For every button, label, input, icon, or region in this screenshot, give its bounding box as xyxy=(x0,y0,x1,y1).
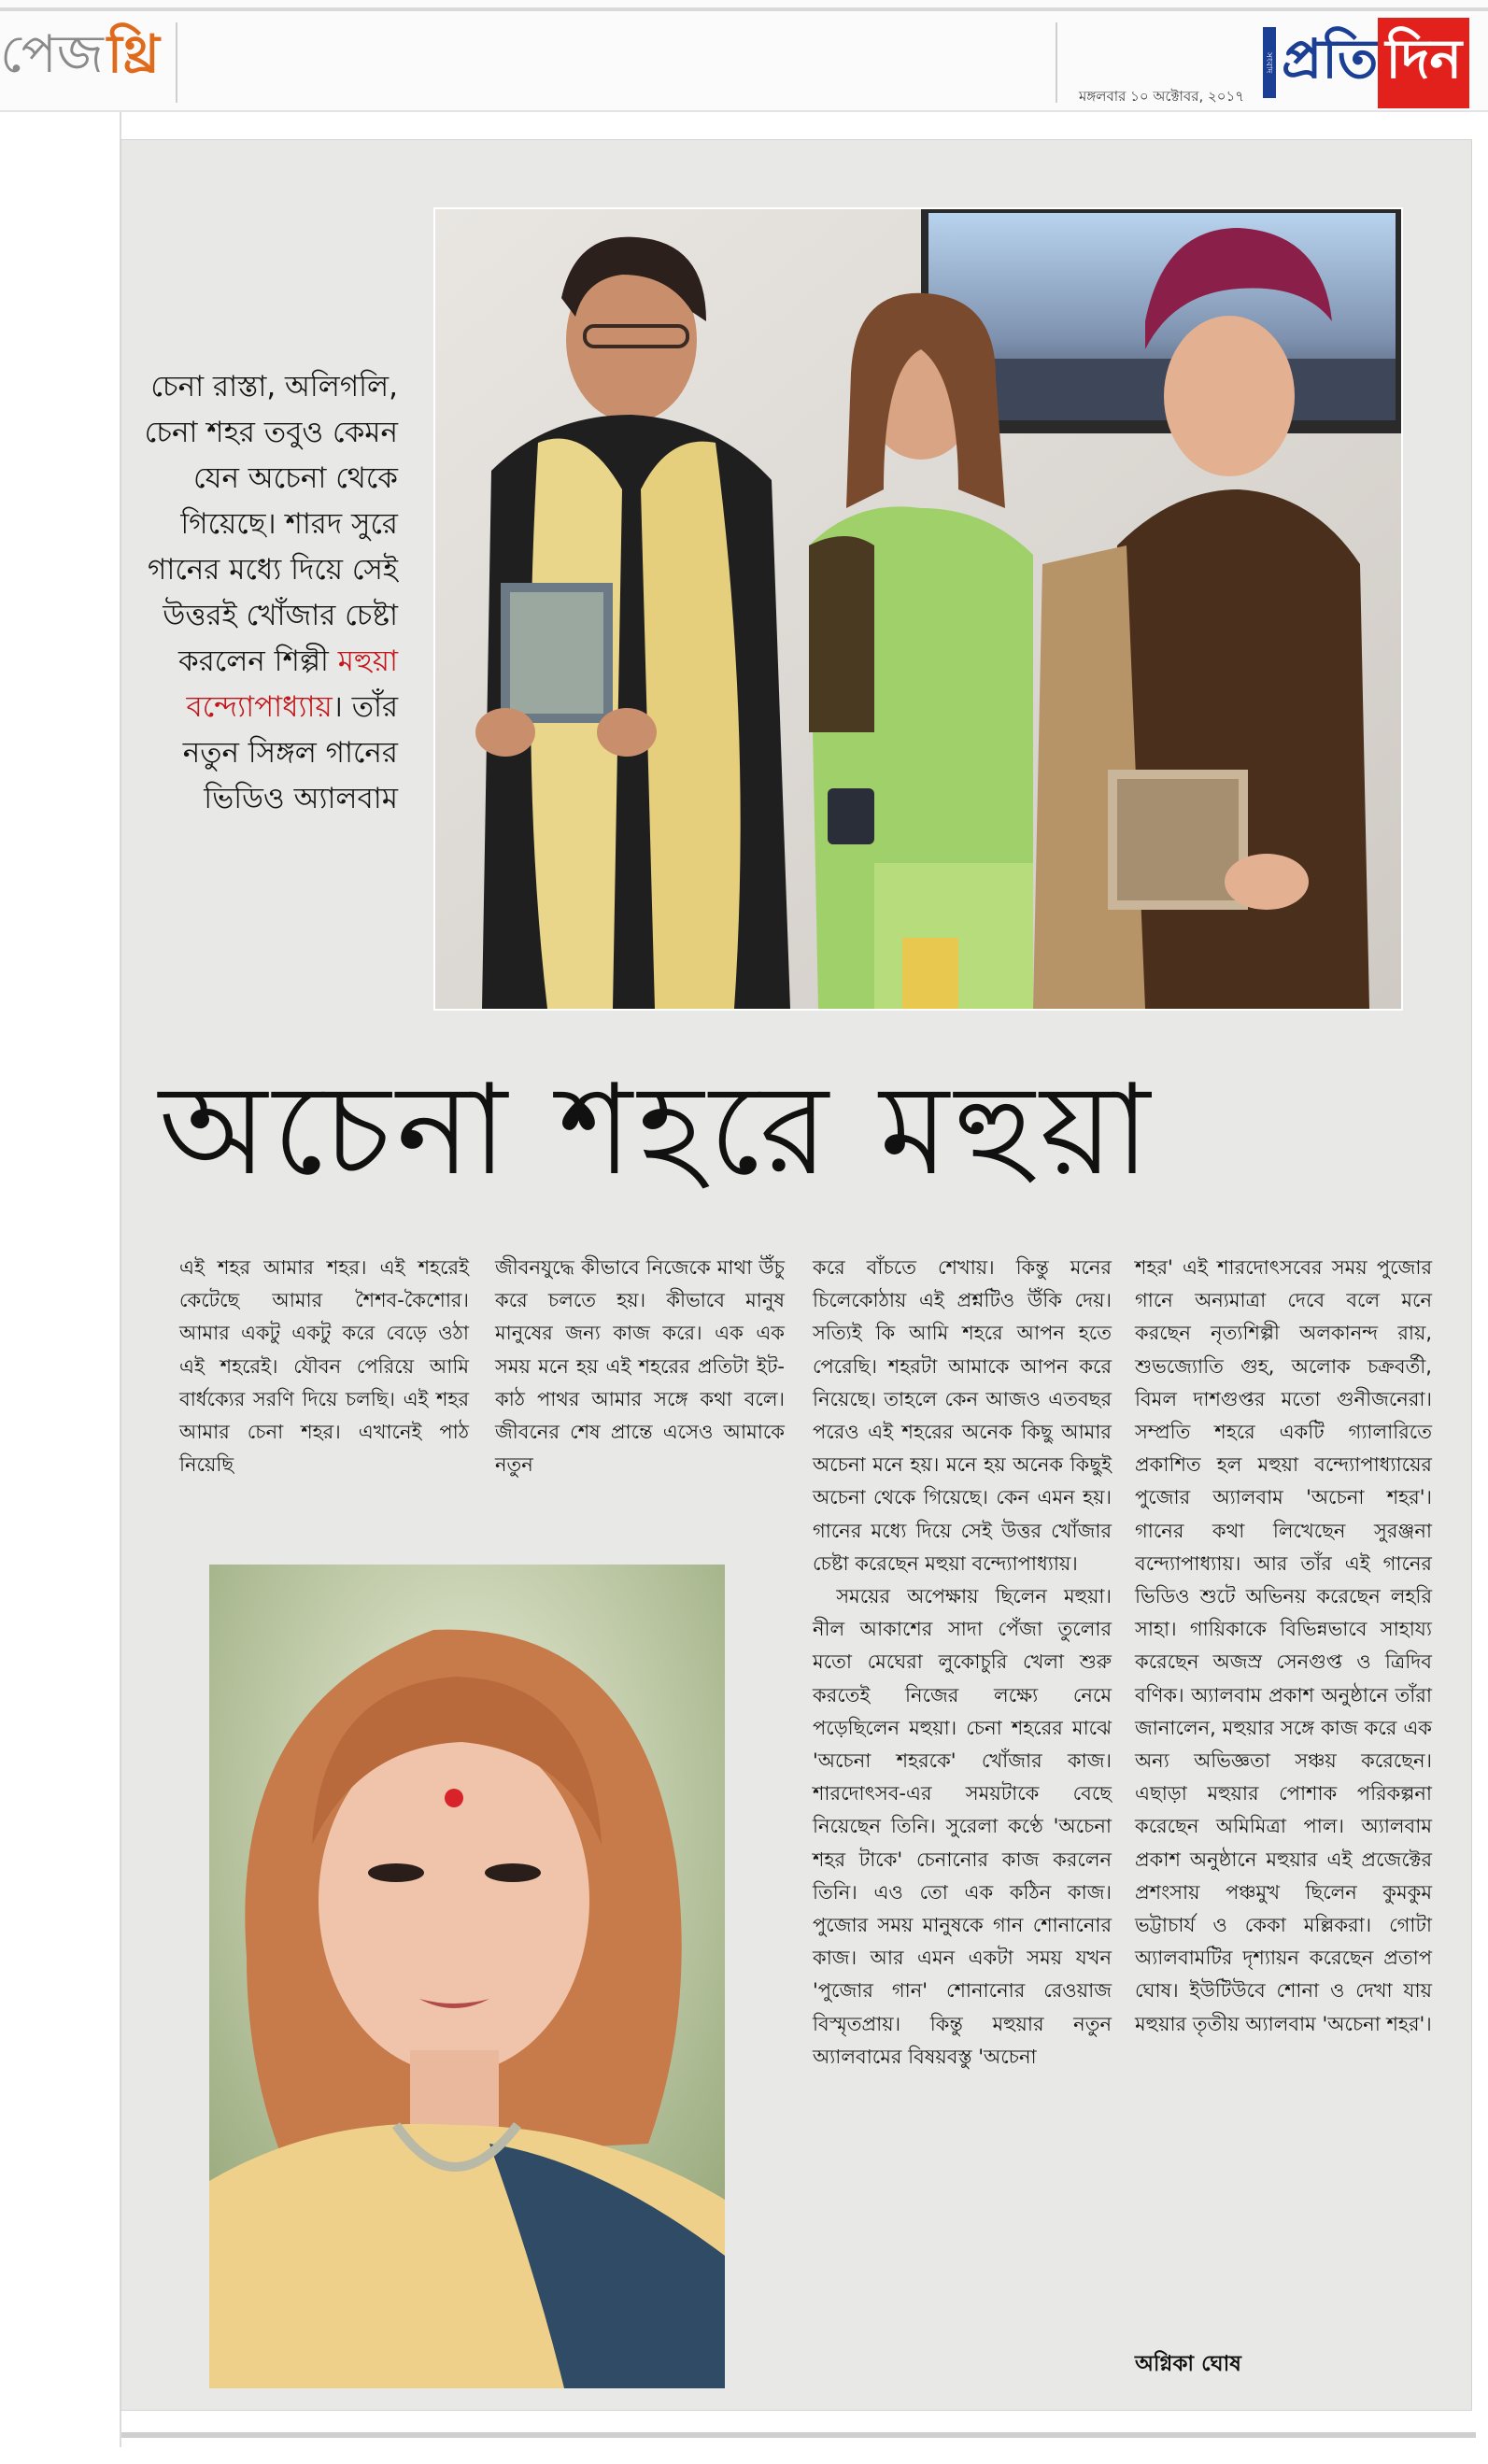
intro-text-tail: । তাঁর নতুন সিঙ্গল গানের ভিডিও অ্যালবাম xyxy=(182,690,398,815)
article-paragraph: সময়ের অপেক্ষায় ছিলেন মহুয়া। নীল আকাশের সাদা পেঁজা তুলোর মতো মেঘেরা লুকোচুরি খেলা শুরু করতেই নিজের লক্ষ্যে নেমে পড়েছিলেন মহুয়া। চেনা শহরের মাঝে 'অচেনা শহরকে' খোঁজার কাজ। শারদোৎসব-এর সময়টাকে বেছে নিয়েছেন তিনি। সুরেলা কণ্ঠে 'অচেনা শহর টাকে' চেনানোর কাজ করলেন তিনি। এও তো এক কঠিন কাজ। পুজোর সময় মানুষকে গান শোনানোর কাজ। আর এমন একটা সময় যখন 'পুজোর গান' শোনানোর রেওয়াজ বিস্মৃতপ্রায়। কিন্তু মহুয়ার নতুন অ্যালবামের বিষয়বস্তু 'অচেনা xyxy=(813,1585,1112,2068)
page-three-logo[interactable] xyxy=(0,21,160,95)
intro-text-lead: চেনা রাস্তা, অলিগলি, চেনা শহর তবুও কেমন যেন অচেনা থেকে গিয়েছে। শারদ সুরে গানের মধ্যে দিয়ে সেই উত্তরই খোঁজার চেষ্টা করলেন শিল্পী xyxy=(144,370,398,678)
article-column-1 xyxy=(179,1252,469,1481)
left-margin xyxy=(0,112,121,2447)
header-divider xyxy=(176,22,177,103)
logo-text-part2: থ্রি xyxy=(106,24,160,85)
brand-text-part1: প্রতি xyxy=(1282,26,1379,91)
article-paragraph: শহর' এই শারদোৎসবের সময় পুজোর গানে অন্যমাত্রা দেবে বলে মনে করছেন নৃত্যশিল্পী অলকানন্দ রায়, শুভজ্যোতি গুহ, অলোক চক্রবর্তী, বিমল দাশগুপ্তর মতো গুনীজনেরা। সম্প্রতি শহরে একটি গ্যালারিতে প্রকাশিত হল মহুয়া বন্দ্যোপাধ্যায়ের পুজোর অ্যালবাম 'অচেনা শহর'। গানের কথা লিখেছেন সুরঞ্জনা বন্দ্যোপাধ্যায়। আর তাঁর এই গানের ভিডিও শুটে অভিনয় করেছেন লহরি সাহা। গায়িকাকে বিভিন্নভাবে সাহায্য করেছেন অজস্র সেনগুপ্ত ও ত্রিদিব বণিক। অ্যালবাম প্রকাশ অনুষ্ঠানে তাঁরা জানালেন, মহুয়ার সঙ্গে কাজ করে এক অন্য অভিজ্ঞতা সঞ্চয় করেছেন। এছাড়া মহুয়ার পোশাক পরিকল্পনা করেছেন অমিমিত্রা পাল। অ্যালবাম প্রকাশ অনুষ্ঠানে মহুয়ার এই প্রজেক্টের প্রশংসায় পঞ্চমুখ ছিলেন কুমকুম ভট্টাচার্য ও কেকা মল্লিকরা। গোটা অ্যালবামটির দৃশ্যায়ন করেছেন প্রতাপ ঘোষ। ইউটিউবে শোনা ও দেখা যায় মহুয়ার তৃতীয় অ্যালবাম 'অচেনা শহর'। xyxy=(1135,1256,1432,2035)
brand-tag: সংবাদ xyxy=(1263,27,1276,98)
header-top-rule xyxy=(0,7,1488,11)
intro-deck xyxy=(140,364,398,822)
article-paragraph: করে বাঁচতে শেখায়। কিন্তু মনের চিলেকোঠায় এই প্রশ্নটিও উঁকি দেয়। সত্যিই কি আমি শহরে আপন হতে পেরেছি। শহরটা আমাকে আপন করে নিয়েছে। তাহলে কেন আজও এতবছর পরেও এই শহরের অনেক কিছু আমার অচেনা মনে হয়। মনে হয় অনেক কিছুই অচেনা থেকে গিয়েছে। কেন এমন হয়। গানের মধ্যে দিয়ে সেই উত্তর খোঁজার চেষ্টা করেছেন মহুয়া বন্দ্যোপাধ্যায়। xyxy=(813,1256,1112,1575)
singer-portrait-photo xyxy=(209,1565,725,2388)
portrait-illustration xyxy=(209,1565,725,2388)
logo-text-part1: পেজ xyxy=(0,24,104,85)
page-bottom-rule xyxy=(121,2432,1476,2438)
byline: অগ্নিকা ঘোষ xyxy=(1135,2352,1241,2376)
article-paragraph: এই শহর আমার শহর। এই শহরেই কেটেছে আমার শৈশব-কৈশোর। আমার একটু একটু করে বেড়ে ওঠা এই শহরেই। যৌবন পেরিয়ে আমি বার্ধক্যের সরণি দিয়ে চলছি। এই শহর আমার চেনা শহর। এখানেই পাঠ নিয়েছি xyxy=(179,1256,469,1477)
headline: অচেনা শহরে মহুয়া xyxy=(159,1057,1156,1203)
article-column-4 xyxy=(1135,1252,1432,2041)
brand-text-part2: দিন xyxy=(1378,18,1469,108)
article-column-3 xyxy=(813,1252,1112,2074)
sangbad-pratidin-logo[interactable] xyxy=(1263,24,1469,101)
launch-event-photo xyxy=(433,207,1403,1011)
singer-name: মহুয়া বন্দ্যোপাধ্যায় xyxy=(186,644,398,724)
article-paragraph: জীবনযুদ্ধে কীভাবে নিজেকে মাথা উঁচু করে চলতে হয়। কীভাবে মানুষ মানুষের জন্য কাজ করে। এক এক সময় মনে হয় এই শহরের প্রতিটা ইট-কাঠ পাথর আমার সঙ্গে কথা বলে। জীবনের শেষ প্রান্তে এসেও আমাকে নতুন xyxy=(495,1256,785,1477)
launch-event-illustration xyxy=(435,209,1401,1009)
issue-date: মঙ্গলবার ১০ অক্টোবর, ২০১৭ xyxy=(1079,88,1244,105)
article-column-2 xyxy=(495,1252,785,1481)
header-divider xyxy=(1056,22,1057,103)
page-header xyxy=(0,0,1488,112)
